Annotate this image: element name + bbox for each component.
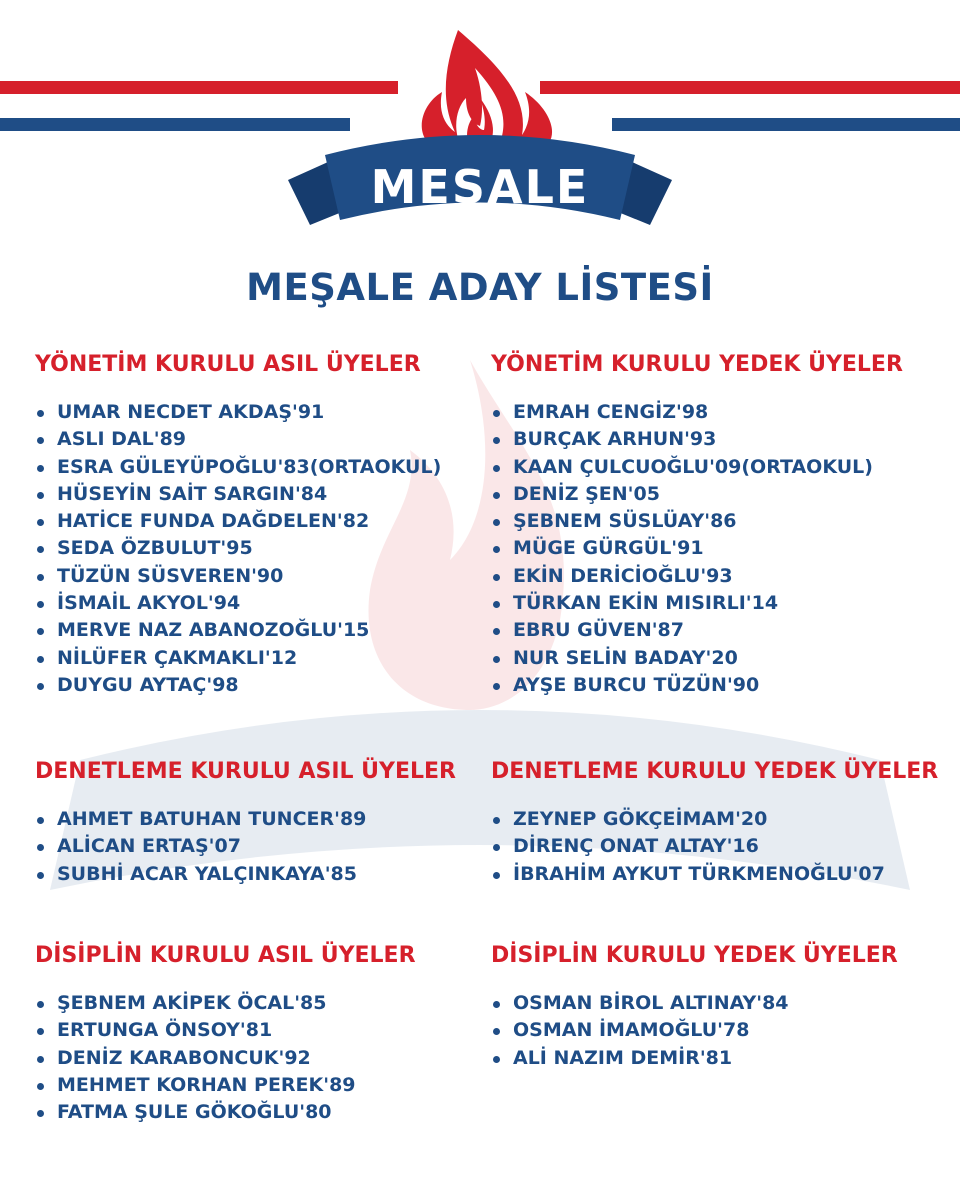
member-item: KAAN ÇULCUOĞLU'09(ORTAOKUL)	[491, 454, 903, 481]
member-item: MEHMET KORHAN PEREK'89	[35, 1072, 416, 1099]
member-item: İBRAHİM AYKUT TÜRKMENOĞLU'07	[491, 861, 938, 888]
member-item: TÜRKAN EKİN MISIRLI'14	[491, 590, 903, 617]
member-item: HATİCE FUNDA DAĞDELEN'82	[35, 508, 441, 535]
section-yonetim-yedek	[491, 352, 903, 699]
member-item: ALİ NAZIM DEMİR'81	[491, 1045, 898, 1072]
flame-icon	[422, 30, 552, 150]
member-item: NUR SELİN BADAY'20	[491, 645, 903, 672]
section-title: YÖNETİM KURULU ASIL ÜYELER	[35, 352, 421, 377]
member-item: ASLI DAL'89	[35, 426, 441, 453]
member-item: DENİZ ŞEN'05	[491, 481, 903, 508]
member-item: OSMAN BİROL ALTINAY'84	[491, 990, 898, 1017]
member-item: DUYGU AYTAÇ'98	[35, 672, 441, 699]
section-disiplin-asil	[35, 943, 416, 1126]
member-item: SEDA ÖZBULUT'95	[35, 535, 441, 562]
section-disiplin-yedek	[491, 943, 898, 1072]
member-list	[35, 399, 441, 699]
member-item: BURÇAK ARHUN'93	[491, 426, 903, 453]
member-item: EMRAH CENGİZ'98	[491, 399, 903, 426]
member-item: ŞEBNEM AKİPEK ÖCAL'85	[35, 990, 416, 1017]
member-item: HÜSEYİN SAİT SARGIN'84	[35, 481, 441, 508]
section-title: DİSİPLİN KURULU ASIL ÜYELER	[35, 943, 416, 968]
section-title: DİSİPLİN KURULU YEDEK ÜYELER	[491, 943, 898, 968]
member-item: UMAR NECDET AKDAŞ'91	[35, 399, 441, 426]
member-item: MERVE NAZ ABANOZOĞLU'15	[35, 617, 441, 644]
section-yonetim-asil	[35, 352, 441, 699]
member-item: İSMAİL AKYOL'94	[35, 590, 441, 617]
member-item: FATMA ŞULE GÖKOĞLU'80	[35, 1099, 416, 1126]
member-list	[491, 990, 898, 1072]
member-item: SUBHİ ACAR YALÇINKAYA'85	[35, 861, 456, 888]
member-item: AYŞE BURCU TÜZÜN'90	[491, 672, 903, 699]
section-denetleme-asil	[35, 759, 456, 888]
section-denetleme-yedek	[491, 759, 938, 888]
member-list	[491, 399, 903, 699]
member-item: TÜZÜN SÜSVEREN'90	[35, 563, 441, 590]
mesale-logo	[270, 20, 690, 255]
member-list	[35, 806, 456, 888]
page-title: MEŞALE ADAY LİSTESİ	[246, 266, 714, 309]
member-item: DİRENÇ ONAT ALTAY'16	[491, 833, 938, 860]
logo-text: MEŞALE	[370, 160, 590, 214]
member-item: DENİZ KARABONCUK'92	[35, 1045, 416, 1072]
member-item: OSMAN İMAMOĞLU'78	[491, 1017, 898, 1044]
section-title: DENETLEME KURULU YEDEK ÜYELER	[491, 759, 939, 784]
member-list	[35, 990, 416, 1126]
member-item: NİLÜFER ÇAKMAKLI'12	[35, 645, 441, 672]
member-item: EKİN DERİCİOĞLU'93	[491, 563, 903, 590]
member-item: ERTUNGA ÖNSOY'81	[35, 1017, 416, 1044]
member-item: ALİCAN ERTAŞ'07	[35, 833, 456, 860]
member-item: ŞEBNEM SÜSLÜAY'86	[491, 508, 903, 535]
member-item: MÜGE GÜRGÜL'91	[491, 535, 903, 562]
section-title: YÖNETİM KURULU YEDEK ÜYELER	[491, 352, 903, 377]
member-item: EBRU GÜVEN'87	[491, 617, 903, 644]
member-item: ZEYNEP GÖKÇEİMAM'20	[491, 806, 938, 833]
member-item: AHMET BATUHAN TUNCER'89	[35, 806, 456, 833]
member-list	[491, 806, 938, 888]
section-title: DENETLEME KURULU ASIL ÜYELER	[35, 759, 456, 784]
member-item: ESRA GÜLEYÜPOĞLU'83(ORTAOKUL)	[35, 454, 441, 481]
